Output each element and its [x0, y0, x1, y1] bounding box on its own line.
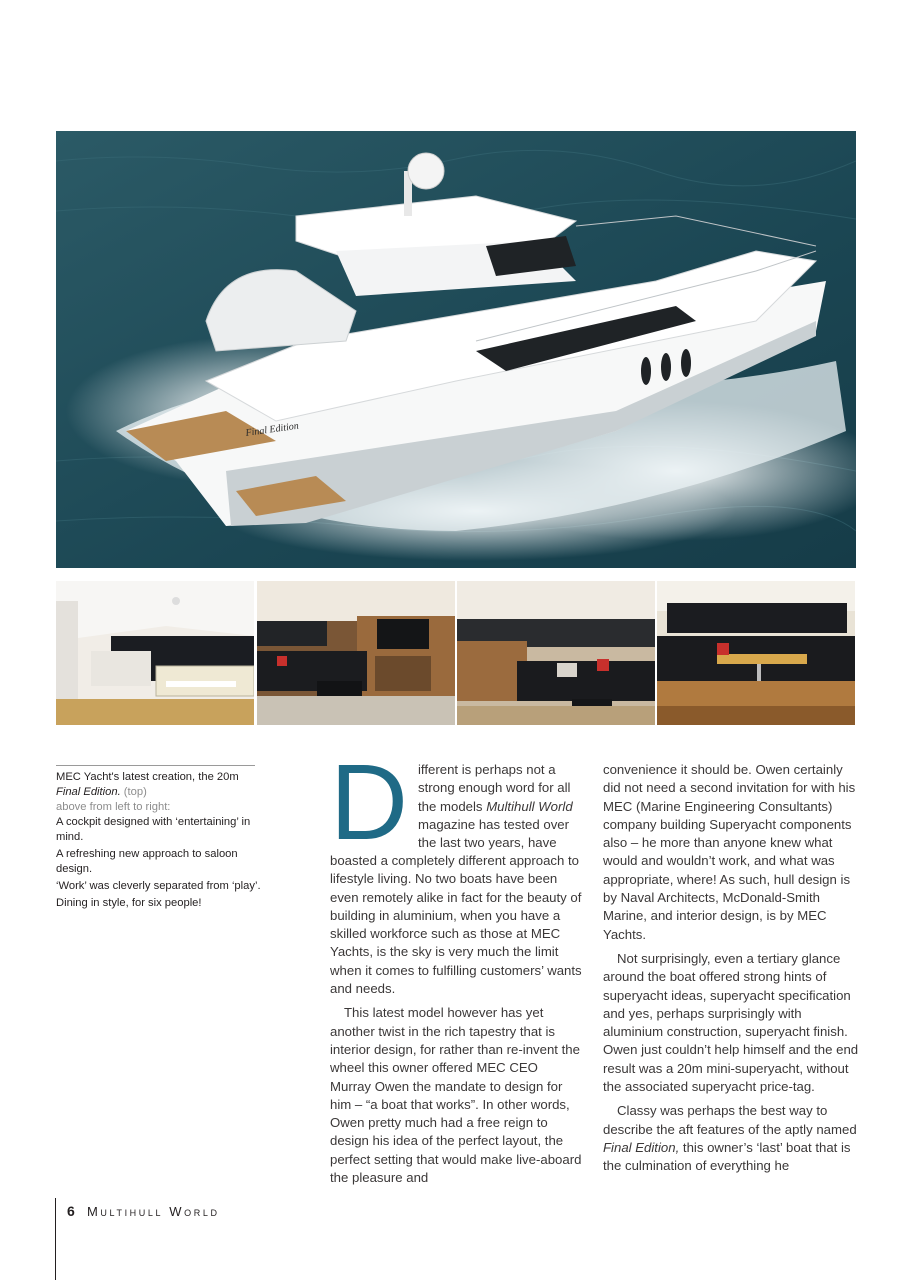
- magazine-title: Multihull World: [87, 1204, 220, 1219]
- caption-item: ‘Work’ was cleverly separated from ‘play’.: [56, 880, 261, 892]
- article-paragraph: This latest model however has yet another twist in the rich tapestry that is interior design, for rather than re-invent the wheel this owner offered MEC CEO Murray Owen the mandate to design for him – “a boat that works”. In other words, Owen pretty much had a free reign to design his idea of the perfect layout, the perfect setting that would make live-aboard the pleasure and: [330, 1005, 582, 1186]
- paragraph-start: Classy was perhaps the best way to describe the aft features of the aptly named: [603, 1103, 857, 1137]
- caption-top-note: (top): [123, 786, 147, 798]
- caption-main-line: MEC Yacht's latest creation, the 20m: [56, 771, 239, 783]
- article-col2: [603, 761, 860, 1182]
- caption-boat-name: Final Edition.: [56, 786, 121, 798]
- footer-rule: [55, 1198, 56, 1280]
- hero-photo-yacht: [56, 131, 856, 568]
- article-col1-intro: [418, 761, 584, 852]
- caption-item: A refreshing new approach to saloon design.: [56, 848, 238, 875]
- caption-subhead: above from left to right:: [56, 801, 171, 813]
- caption-item: Dining in style, for six people!: [56, 897, 202, 909]
- article-col1: [330, 852, 582, 1193]
- photo-caption: [56, 770, 261, 913]
- photo-galley: [457, 581, 655, 725]
- photo-dining: [657, 581, 855, 725]
- boat-name-ref: Final Edition,: [603, 1139, 680, 1155]
- caption-rule: [56, 765, 255, 766]
- photo-saloon: [257, 581, 455, 725]
- article-paragraph: convenience it should be. Owen certainly did not need a second invitation for with his MEC (Marine Engineering Consultants) company building Superyacht components also – he more than anyone knew what would and wouldn’t work, and what was appropriate, where! As such, hull design is by Naval Architects, McDonald-Smith Marine, and interior design, is by MEC Yachts.: [603, 762, 856, 942]
- caption-item: A cockpit designed with ‘entertaining’ in mind.: [56, 816, 251, 843]
- intro-text: ifferent is perhaps not a strong enough word for all the models: [418, 762, 571, 814]
- magazine-title-ref: Multihull World: [486, 798, 573, 814]
- intro-text-end: magazine has tested over the last two years, have: [418, 816, 570, 851]
- hero-boat-name: Final Edition: [244, 420, 300, 439]
- article-paragraph: Not surprisingly, even a tertiary glance around the boat offered strong hints of superyacht ideas, superyacht specification and yes, perhaps surprisingly with aluminium construction, superyacht finish. Owen just couldn’t help himself and the end result was a 20m mini-superyacht, without the associated superyacht price-tag.: [603, 950, 859, 1095]
- page-number: 6: [67, 1203, 76, 1219]
- article-paragraph: boasted a completely different approach to lifestyle living. No two boats have been even remotely alike in fact for the beauty of building in aluminium, when you have a skilled workforce such as those at MEC Yachts, is the sky is very much the limit when it comes to fulfilling customers’ wants and needs.: [330, 853, 582, 997]
- photo-cockpit: [56, 581, 254, 725]
- paragraph-end: this owner’s ‘last’ boat that is the culmination of everything he: [603, 1139, 851, 1174]
- article-paragraph: [603, 1102, 860, 1175]
- drop-cap: D: [330, 741, 408, 862]
